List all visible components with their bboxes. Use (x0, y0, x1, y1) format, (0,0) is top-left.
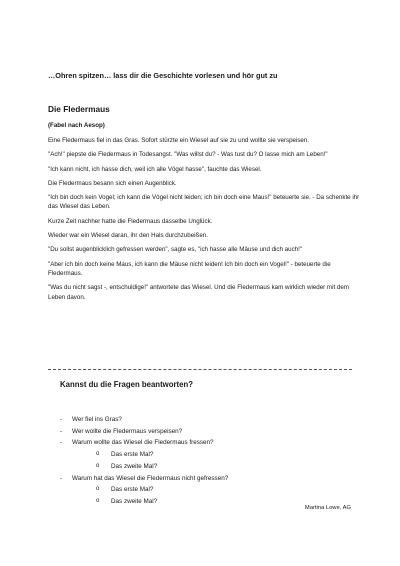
sub-question-list (72, 449, 360, 472)
story-paragraph: Kurze Zeit nachher hatte die Fledermaus dasselbe Unglück. (48, 217, 213, 225)
question-text: Warum hat das Wiesel die Fledermaus nicht gefressen? (72, 474, 229, 482)
question-item (60, 473, 360, 508)
questions-heading: Kannst du die Fragen beantworten? (60, 380, 193, 389)
sub-question-item (96, 461, 360, 473)
sub-question-text: Das zweite Mal? (111, 497, 158, 505)
story-subtitle: (Fabel nach Aesop) (48, 122, 105, 129)
section-divider (48, 369, 352, 370)
question-list (60, 414, 360, 508)
author-credit: Martina Lowe, AG (304, 505, 351, 511)
circle-bullet-icon: o (96, 462, 100, 469)
circle-bullet-icon: o (96, 497, 100, 504)
sub-question-text: Das zweite Mal? (111, 462, 158, 470)
circle-bullet-icon: o (96, 451, 100, 458)
story-paragraph: "Ich kann nicht, ich hasse dich, weil ich alle Vögel hasse", fauchte das Wiesel. (48, 165, 262, 173)
dash-bullet-icon: - (60, 474, 63, 482)
question-item (60, 426, 360, 438)
header-instruction: …Ohren spitzen… lass dir die Geschichte vorlesen und hör gut zu (48, 71, 278, 80)
sub-question-item (96, 449, 360, 461)
question-item (60, 414, 360, 426)
story-title: Die Fledermaus (48, 104, 110, 114)
question-item (60, 437, 360, 472)
story-paragraph: Eine Fledermaus fiel in das Gras. Sofort stürzte ein Wiesel auf sie zu und wollte sie verspeisen. (48, 137, 310, 144)
sub-question-item (96, 484, 360, 496)
dash-bullet-icon: - (60, 416, 63, 423)
question-text: Wer fiel ins Gras? (72, 416, 122, 423)
dash-bullet-icon: - (60, 427, 63, 435)
question-text: Wer wollte die Fledermaus verspeisen? (72, 427, 183, 435)
story-paragraph: Wieder war ein Wiesel daran, ihr den Hals durchzubeißen. (48, 232, 208, 240)
question-text: Warum wollte das Wiesel die Fledermaus fressen? (72, 439, 214, 447)
story-paragraph: "Aber ich bin doch keine Maus, ich kann die Mäuse nicht leiden! Ich bin doch ein Vogel!" - beteuerte die Fledermaus. (48, 260, 331, 277)
dash-bullet-icon: - (60, 439, 63, 447)
sub-question-text: Das erste Mal? (111, 486, 154, 494)
sub-question-text: Das erste Mal? (111, 451, 154, 459)
story-paragraph: "Ich bin doch kein Vogel; ich kann die Vögel nicht leiden; ich bin doch eine Maus!" beteuerte sie. - Da schenkte ihr das Wiesel das Leben. (48, 194, 360, 211)
story-paragraph: "Ach!" piepste die Fledermaus in Todesangst. "Was willst du? - Was tust du? O lasse mich am Leben!" (48, 151, 328, 159)
story-paragraph: "Was du nicht sagst -, entschuldige!" antwortete das Wiesel. Und die Fledermaus kam wirklich wieder mit dem Leben davon. (48, 284, 349, 301)
circle-bullet-icon: o (96, 486, 100, 493)
story-text (48, 136, 362, 307)
story-paragraph: Die Fledermaus besann sich einen Augenblick. (48, 179, 177, 187)
story-paragraph: "Du sollst augenblicklich gefressen werden", sagte es, "ich hasse alle Mäuse und dich auch!" (48, 246, 303, 254)
